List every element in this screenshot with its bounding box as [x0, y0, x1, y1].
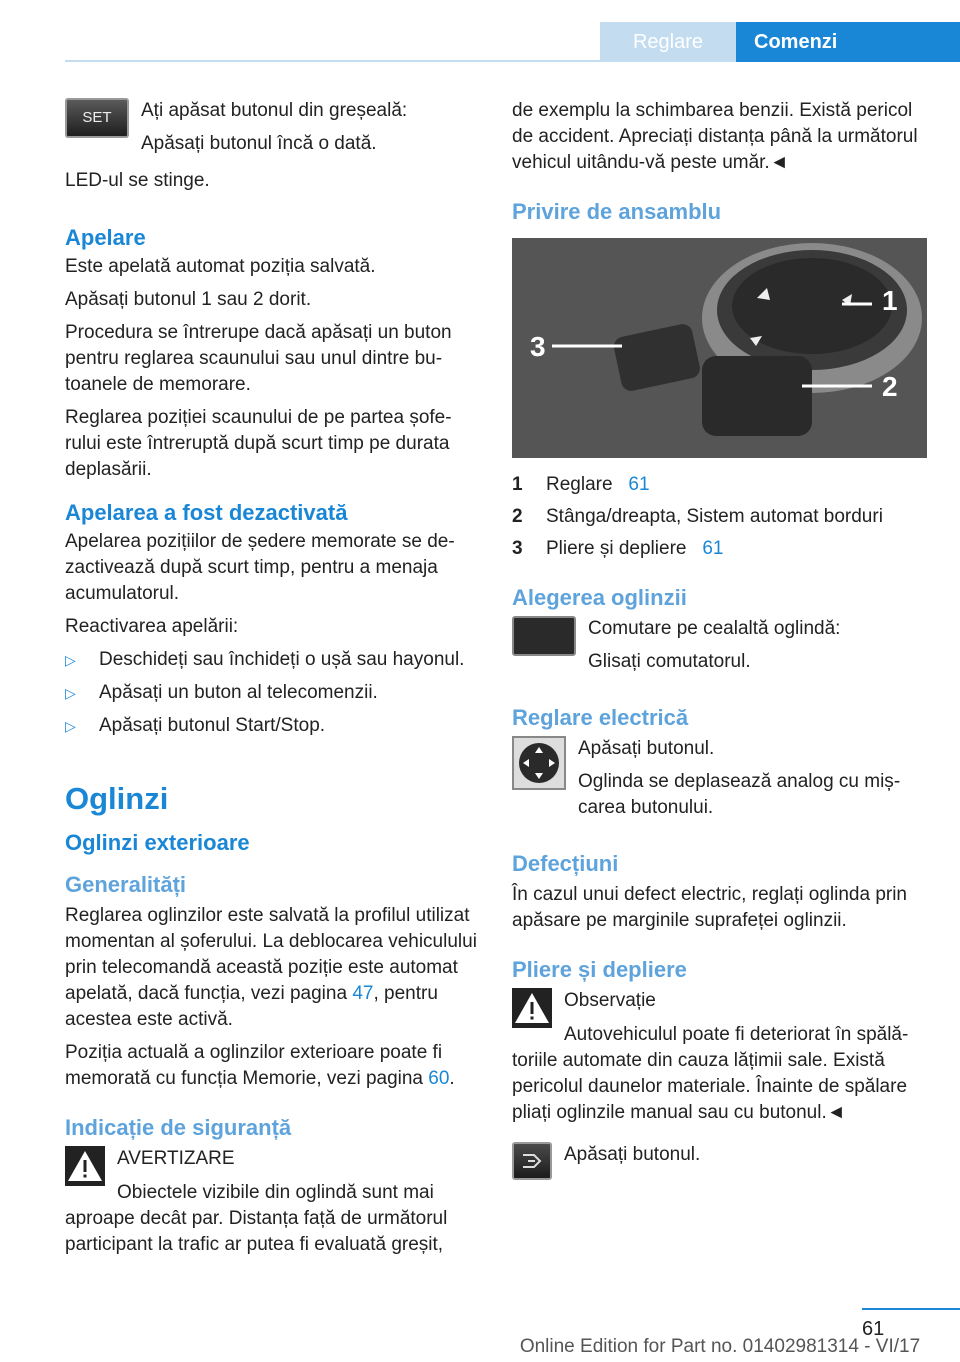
mirror-control-photo: [512, 238, 927, 458]
set-note: [65, 98, 480, 164]
list-item: ▷ Apăsați un buton al telecomenzii.: [65, 680, 480, 706]
triangle-bullet-icon: ▷: [65, 652, 76, 668]
reactivation-list: [65, 647, 480, 739]
dezact-p2: Reactivarea apelării:: [65, 616, 239, 637]
set-button-icon: SET: [65, 98, 129, 138]
privire-heading: Privire de ansamblu: [512, 199, 722, 224]
footer-rule: [862, 1308, 960, 1310]
legend-item: 3 Pliere și depliere 61: [512, 536, 927, 562]
defectiuni-text: În cazul unui defect electric, reglați oglinda prin apăsare pe marginile suprafeței oglinzii.: [512, 884, 908, 931]
apasati-butonul: Apăsați butonul.: [564, 1144, 701, 1165]
header-section-reglare[interactable]: Reglare: [600, 22, 736, 62]
alegerea-p1: Comutare pe cealaltă oglindă:: [588, 618, 841, 639]
mirror-adjust-icon: [512, 736, 566, 790]
page-link-60[interactable]: 60: [428, 1068, 450, 1089]
left-column: [65, 98, 480, 1264]
dezact-p1: Apelarea pozițiilor de ședere memorate se dezactivează după scurt timp, pentru a menaja acumulatorul.: [65, 531, 455, 604]
reglare-electrica-heading: Reglare electrică: [512, 705, 689, 730]
alegerea-heading: Alegerea oglinzii: [512, 585, 687, 610]
observatie-block: [512, 988, 927, 1126]
apelare-p3: Procedura se întrerupe dacă apăsați un buton pentru reglarea scaunului sau unul dintre butoanele de memorare.: [65, 322, 452, 395]
led-text: LED-ul se stinge.: [65, 170, 210, 191]
reglare-block: [512, 736, 927, 828]
fold-block: [512, 1142, 927, 1180]
photo-label-1: 1: [882, 285, 898, 316]
generalitati-p1: Reglarea oglinzilor este salvată la profilul utilizat momentan al șoferului. La deblocarea vehiculului prin telecomandă această poziție este automat apelată, dacă funcția, vezi pagina 47, pentru acestea este activă.: [65, 905, 477, 1030]
avertizare-label: AVERTIZARE: [117, 1148, 235, 1169]
generalitati-p2: Poziția actuală a oglinzilor exterioare poate fi memorată cu funcția Memorie, vezi pagina 60.: [65, 1042, 455, 1089]
fold-mirror-button-icon: [512, 1142, 552, 1180]
apelare-p1: Este apelată automat poziția salvată.: [65, 256, 376, 277]
generalitati-heading: Generalități: [65, 872, 187, 897]
photo-label-3: 3: [530, 331, 546, 362]
triangle-bullet-icon: ▷: [65, 685, 76, 701]
defectiuni-heading: Defecțiuni: [512, 851, 619, 876]
warning-icon: [512, 988, 552, 1028]
avertizare-text: Obiectele vizibile din oglindă sunt mai aproape decât par. Distanța față de următorul participant la trafic ar putea fi evaluată greșit,: [65, 1182, 448, 1255]
header-section-comenzi[interactable]: Comenzi: [736, 22, 960, 62]
pliere-heading: Pliere și depliere: [512, 957, 687, 982]
photo-label-2: 2: [882, 371, 898, 402]
page-number: 61: [862, 1318, 885, 1340]
observatie-text: Autovehiculul poate fi deteriorat în spălătoriile automate din cauza lățimii sale. Există pericolul daunelor materiale. Înainte de spălare pliați oglinzile manual sau cu butonul.◄: [512, 1024, 909, 1123]
legend-item: 1 Reglare 61: [512, 472, 927, 498]
warning-block: [65, 1146, 480, 1258]
apelare-heading: Apelare: [65, 225, 146, 250]
apelare-p2: Apăsați butonul 1 sau 2 dorit.: [65, 289, 312, 310]
alegerea-p2: Glisați comutatorul.: [588, 651, 751, 672]
reglare-p2: Oglinda se deplasează analog cu mișcarea butonului.: [578, 771, 901, 818]
set-line-2: Apăsați butonul încă o dată.: [141, 133, 377, 154]
legend-item: 2 Stânga/dreapta, Sistem automat borduri: [512, 506, 883, 527]
edition-note: Online Edition for Part no. 01402981314 - VI/17: [519, 1336, 921, 1357]
alegerea-block: [512, 616, 927, 682]
page-link-61[interactable]: 61: [628, 474, 650, 495]
oglinzi-exterioare-heading: Oglinzi exterioare: [65, 830, 250, 855]
mirror-control-illustration: [512, 238, 927, 458]
warning-icon: [65, 1146, 105, 1186]
reglare-p1: Apăsați butonul.: [578, 738, 715, 759]
page-link-47[interactable]: 47: [352, 983, 374, 1004]
list-item: ▷ Deschideți sau închideți o ușă sau hayonul.: [65, 647, 480, 673]
warning-continuation: de exemplu la schimbarea benzii. Există pericol de accident. Apreciați distanța până la următorul vehicul uitându-vă peste umăr.◄: [512, 100, 918, 173]
dezactivata-heading: Apelarea a fost dezactivată: [65, 500, 348, 525]
oglinzi-heading: Oglinzi: [65, 781, 169, 816]
set-line-1: Ați apăsat butonul din greșeală:: [141, 100, 408, 121]
legend-list: [512, 472, 927, 562]
siguranta-heading: Indicație de siguranță: [65, 1115, 292, 1140]
right-column: [512, 98, 927, 1184]
apelare-p4: Reglarea poziției scaunului de pe partea șoferului este întreruptă după scurt timp pe durata deplasării.: [65, 407, 452, 480]
page-link-61[interactable]: 61: [702, 538, 724, 559]
list-item: ▷ Apăsați butonul Start/Stop.: [65, 713, 480, 739]
triangle-bullet-icon: ▷: [65, 718, 76, 734]
observatie-label: Observație: [564, 990, 656, 1011]
mirror-switch-icon: [512, 616, 576, 656]
